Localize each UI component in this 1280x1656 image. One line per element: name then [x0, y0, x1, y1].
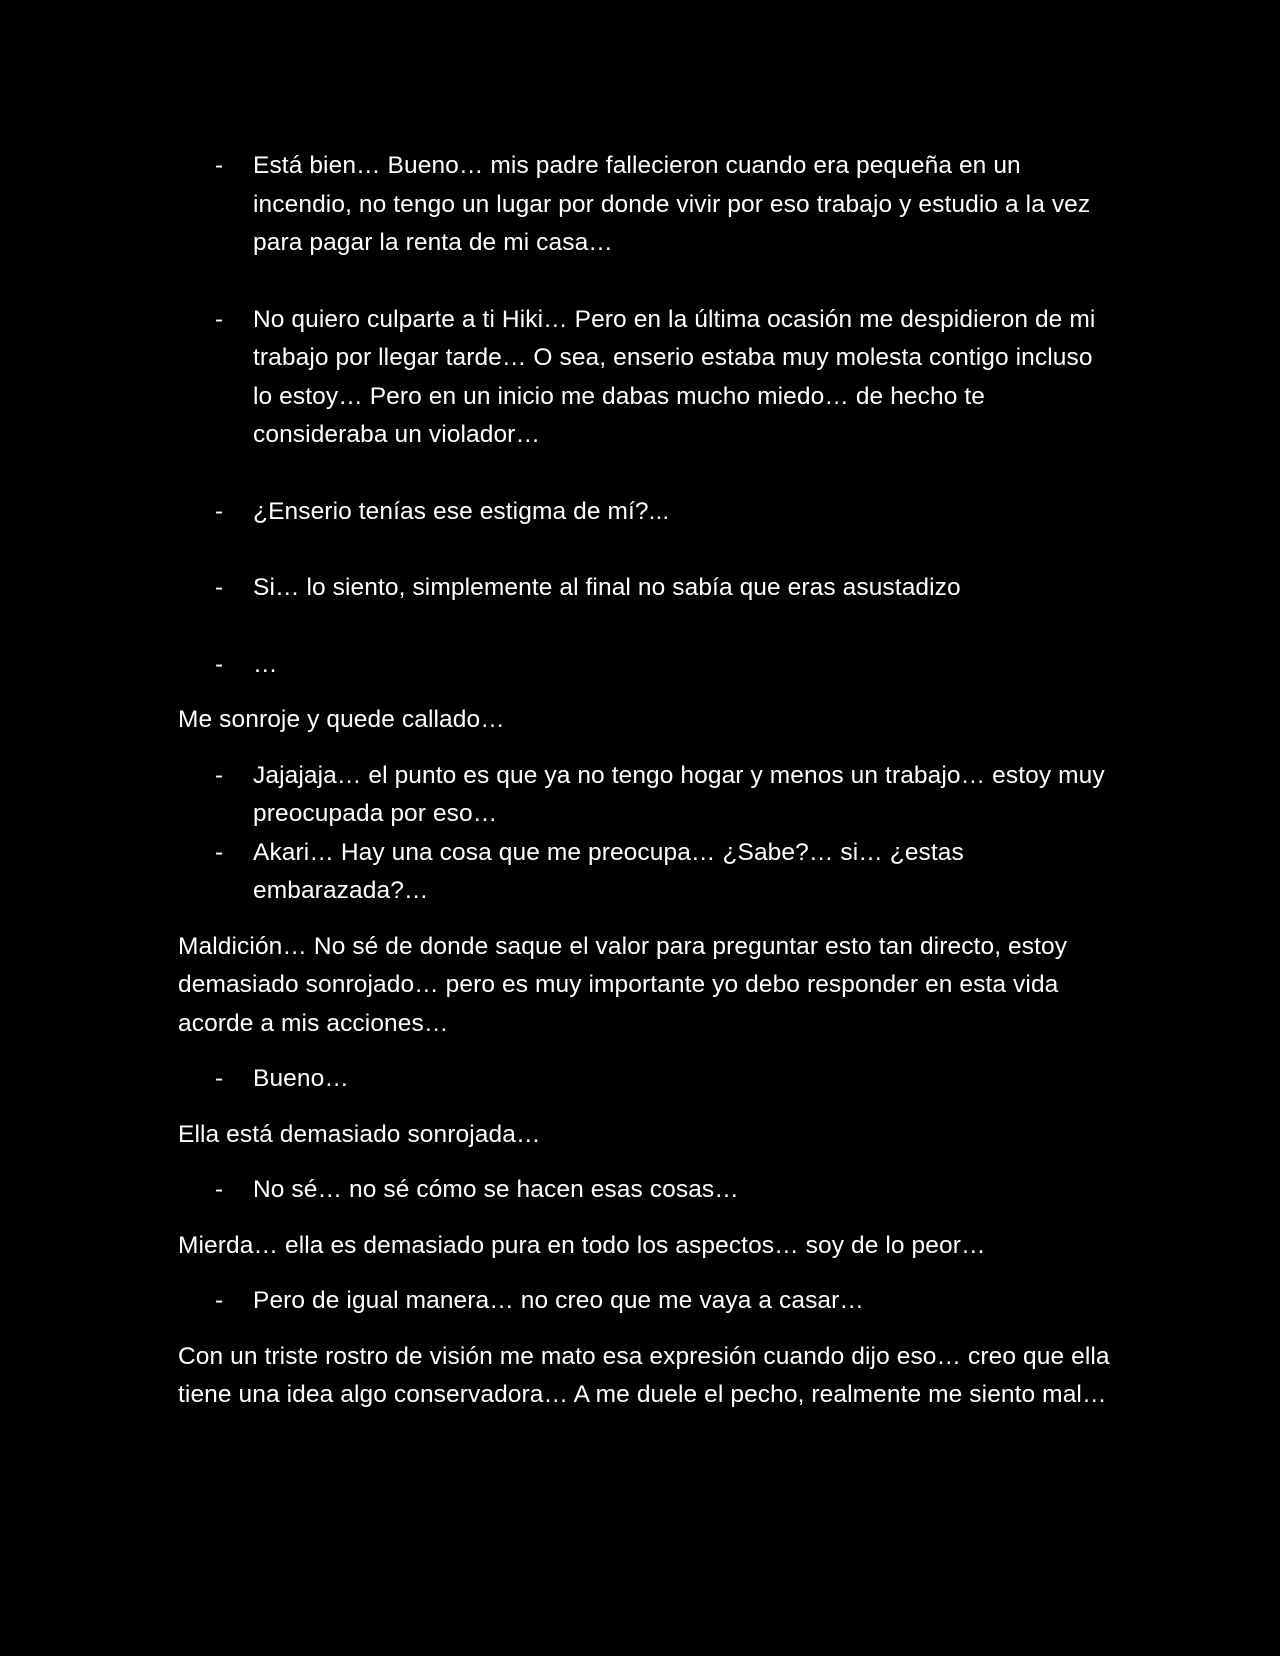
- dialogue-text: Pero de igual manera… no creo que me vaya a casar…: [253, 1287, 865, 1314]
- dialogue-text: No quiero culparte a ti Hiki… Pero en la última ocasión me despidieron de mi trabajo por llegar tarde… O sea, enserio estaba muy molesta contigo incluso lo estoy… Pero en un inicio me dabas mucho miedo… de hecho te consideraba un violador…: [253, 305, 1096, 448]
- dialogue-dash: -: [215, 1176, 224, 1203]
- dialogue-text: Akari… Hay una cosa que me preocupa… ¿Sabe?… si… ¿estas embarazada?…: [253, 838, 964, 904]
- dialogue-line: [178, 493, 1118, 532]
- dialogue-line: [178, 147, 1118, 263]
- dialogue-line: [178, 1171, 1118, 1210]
- dialogue-dash: -: [215, 650, 224, 678]
- dialogue-dash: -: [215, 1287, 224, 1314]
- dialogue-text: Está bien… Bueno… mis padre fallecieron cuando era pequeña en un incendio, no tengo un lugar por donde vivir por eso trabajo y estudio a la vez para pagar la renta de mi casa…: [253, 152, 1091, 256]
- dialogue-text: Bueno…: [253, 1065, 349, 1092]
- dialogue-line: [178, 569, 1118, 608]
- document-body: [178, 147, 1118, 1415]
- dialogue-text: …: [253, 650, 278, 678]
- dialogue-line: [178, 646, 1118, 685]
- narration-paragraph: Maldición… No sé de donde saque el valor para preguntar esto tan directo, estoy demasiado sonrojado… pero es muy importante yo debo responder en esta vida acorde a mis acciones…: [178, 932, 1068, 1037]
- narration-paragraph: Con un triste rostro de visión me mato esa expresión cuando dijo eso… creo que ella tiene una idea algo conservadora… A me duele el pecho, realmente me siento mal…: [178, 1342, 1110, 1408]
- dialogue-dash: -: [215, 1065, 224, 1092]
- dialogue-dash: -: [215, 761, 224, 789]
- dialogue-line: [178, 757, 1118, 834]
- dialogue-dash: -: [215, 838, 224, 866]
- narration-paragraph: Ella está demasiado sonrojada…: [178, 1120, 541, 1148]
- narration-paragraph: Mierda… ella es demasiado pura en todo los aspectos… soy de lo peor…: [178, 1231, 986, 1259]
- dialogue-line: [178, 834, 1118, 911]
- dialogue-line: [178, 1282, 1118, 1321]
- dialogue-text: No sé… no sé cómo se hacen esas cosas…: [253, 1176, 739, 1203]
- narration-paragraph: Me sonroje y quede callado…: [178, 706, 505, 733]
- dialogue-text: Jajajaja… el punto es que ya no tengo hogar y menos un trabajo… estoy muy preocupada por eso…: [253, 761, 1105, 827]
- dialogue-dash: -: [215, 574, 224, 601]
- dialogue-text: Si… lo siento, simplemente al final no sabía que eras asustadizo: [253, 574, 961, 601]
- dialogue-dash: -: [215, 152, 224, 179]
- dialogue-dash: -: [215, 497, 224, 525]
- dialogue-text: ¿Enserio tenías ese estigma de mí?...: [253, 497, 670, 525]
- dialogue-dash: -: [215, 305, 224, 333]
- dialogue-line: [178, 301, 1118, 455]
- dialogue-line: [178, 1060, 1118, 1099]
